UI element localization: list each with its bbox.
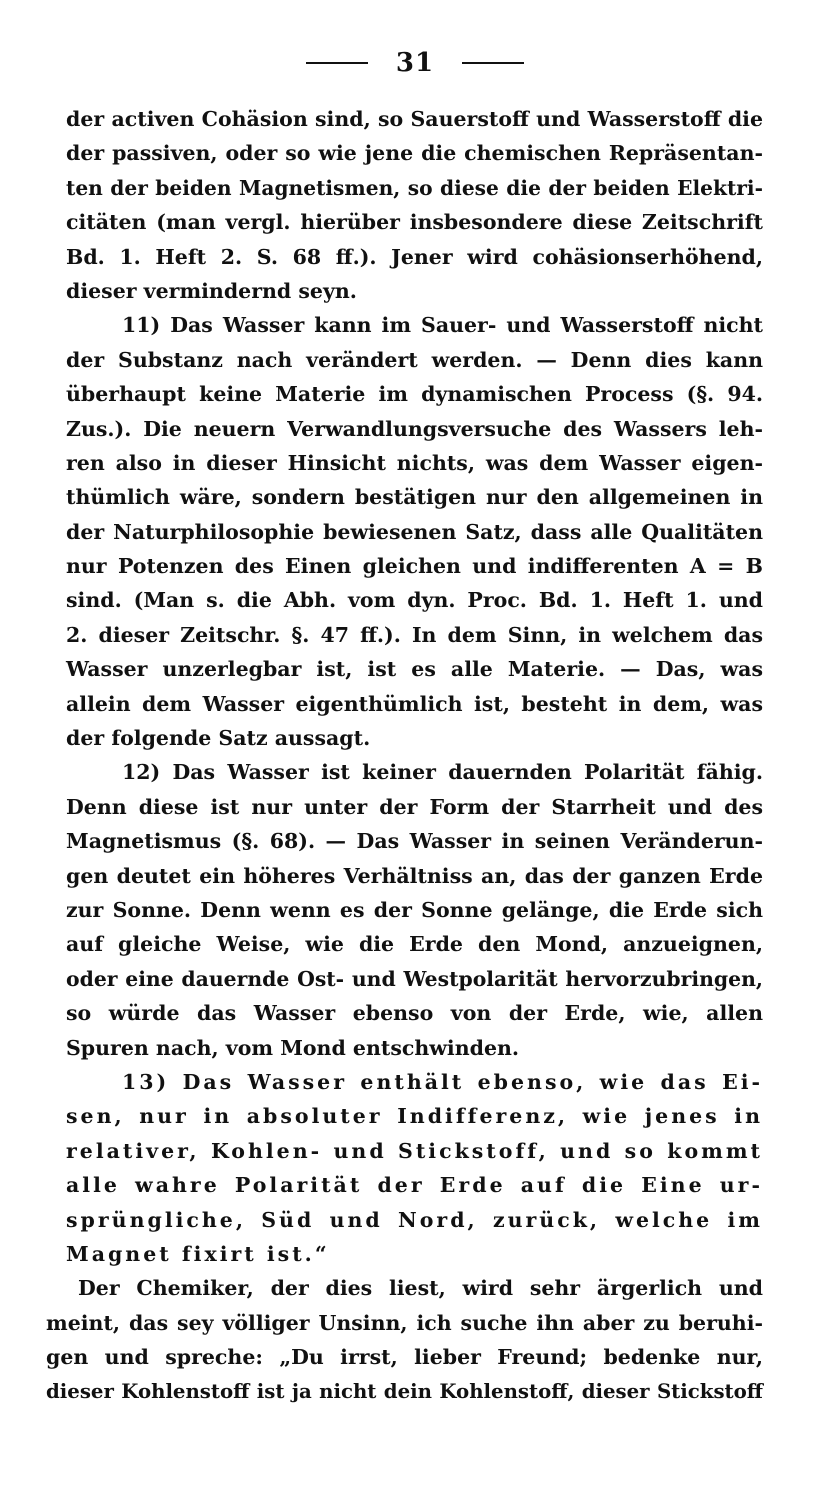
- text-line: allein dem Wasser eigenthümlich ist, besteht in dem, was: [66, 691, 763, 716]
- text-line: ren also in dieser Hinsicht nichts, was dem Wasser eigen-: [66, 450, 763, 475]
- text-line: dieser vermindernd seyn.: [66, 278, 357, 303]
- text-line: der folgende Satz aussagt.: [66, 726, 371, 751]
- text-line: sen, nur in absoluter Indifferenz, wie jenes in: [66, 1104, 763, 1129]
- page-number: 31: [395, 48, 435, 78]
- page-body-text: [46, 102, 763, 1409]
- text-line: der Substanz nach verändert werden. — Denn dies kann: [66, 347, 763, 372]
- text-line: sprüngliche, Süd und Nord, zurück, welche im: [66, 1207, 763, 1232]
- text-line: oder eine dauernde Ost- und Westpolarität hervorzubringen,: [66, 966, 763, 991]
- header-rule-left: [306, 62, 368, 64]
- text-line: thümlich wäre, sondern bestätigen nur den allgemeinen in: [66, 485, 763, 510]
- text-line: Der Chemiker, der dies liest, wird sehr ärgerlich und: [78, 1276, 763, 1301]
- text-line: citäten (man vergl. hierüber insbesondere diese Zeitschrift: [66, 210, 763, 235]
- text-line: der activen Cohäsion sind, so Sauerstoff und Wasserstoff die: [66, 107, 763, 131]
- text-line: Spuren nach, vom Mond entschwinden.: [66, 1035, 520, 1060]
- text-line: der passiven, oder so wie jene die chemischen Repräsentan-: [66, 141, 763, 166]
- text-line: Zus.). Die neuern Verwandlungsversuche des Wassers leh-: [66, 416, 763, 441]
- text-line: meint, das sey völliger Unsinn, ich suche ihn aber zu beruhi-: [46, 1310, 763, 1335]
- text-line: nur Potenzen des Einen gleichen und indifferenten A = B: [66, 554, 763, 579]
- text-line: so würde das Wasser ebenso von der Erde, wie, allen: [66, 1001, 763, 1026]
- text-line: Denn diese ist nur unter der Form der Starrheit und des: [66, 794, 763, 819]
- text-line: dieser Kohlenstoff ist ja nicht dein Kohlenstoff, dieser Stickstoff: [46, 1379, 763, 1404]
- text-line: relativer, Kohlen- und Stickstoff, und so kommt: [66, 1138, 763, 1163]
- text-line: der Naturphilosophie bewiesenen Satz, dass alle Qualitäten: [66, 519, 763, 544]
- text-line: zur Sonne. Denn wenn es der Sonne gelänge, die Erde sich: [66, 897, 763, 922]
- text-line: Magnet fixirt ist.“: [66, 1241, 330, 1266]
- text-line: Wasser unzerlegbar ist, ist es alle Materie. — Das, was: [66, 657, 763, 682]
- text-line: 12) Das Wasser ist keiner dauernden Polarität fähig.: [122, 760, 763, 785]
- text-line: auf gleiche Weise, wie die Erde den Mond, anzueignen,: [66, 932, 763, 957]
- text-line: sind. (Man s. die Abh. vom dyn. Proc. Bd. 1. Heft 1. und: [66, 588, 763, 613]
- text-line: 2. dieser Zeitschr. §. 47 ff.). In dem Sinn, in welchem das: [66, 622, 763, 647]
- header-rule-right: [462, 62, 524, 64]
- text-line: Magnetismus (§. 68). — Das Wasser in seinen Veränderun-: [66, 829, 763, 854]
- page-header: [0, 48, 830, 78]
- text-line: gen deutet ein höheres Verhältniss an, das der ganzen Erde: [66, 863, 763, 888]
- text-line: überhaupt keine Materie im dynamischen Process (§. 94.: [66, 382, 763, 407]
- text-line: 13) Das Wasser enthält ebenso, wie das Ei-: [122, 1069, 763, 1094]
- text-line: gen und spreche: „Du irrst, lieber Freund; bedenke nur,: [46, 1345, 763, 1370]
- text-line: alle wahre Polarität der Erde auf die Eine ur-: [66, 1173, 763, 1198]
- text-line: ten der beiden Magnetismen, so diese die der beiden Elektri-: [66, 175, 763, 200]
- text-line: Bd. 1. Heft 2. S. 68 ff.). Jener wird cohäsionserhöhend,: [66, 244, 763, 269]
- text-line: 11) Das Wasser kann im Sauer- und Wasserstoff nicht: [122, 313, 763, 338]
